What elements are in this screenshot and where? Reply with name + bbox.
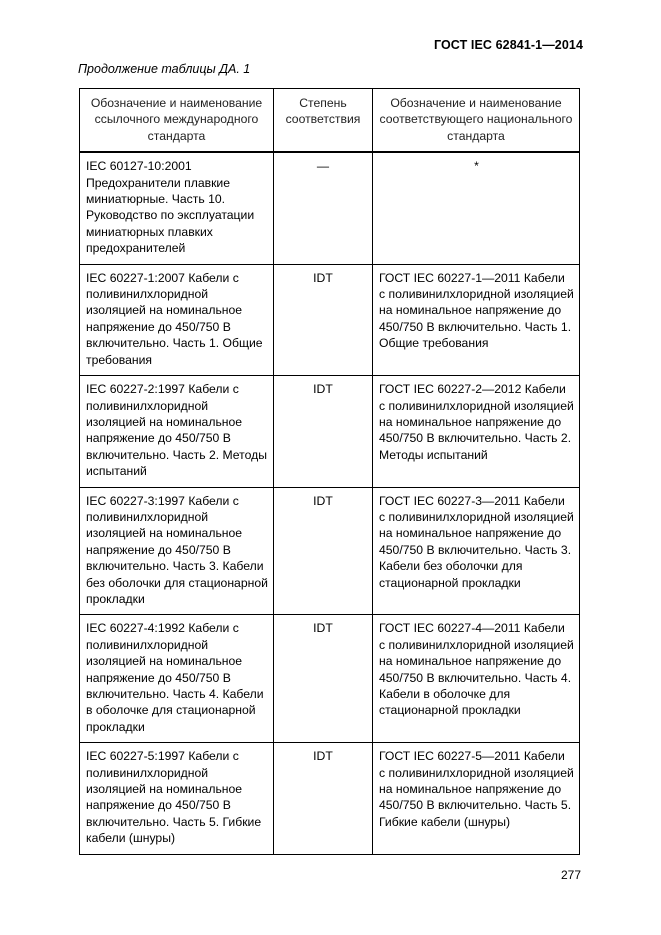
document-code: ГОСТ IEC 62841-1—2014: [433, 38, 583, 52]
degree-cell: —: [274, 152, 373, 264]
national-standard-cell: *: [373, 152, 580, 264]
degree-cell: IDT: [274, 615, 373, 743]
column-header-degree: Степень соответствия: [274, 89, 373, 153]
table-caption: Продолжение таблицы ДА. 1: [78, 62, 251, 76]
table-row: [80, 615, 580, 743]
page-number: 277: [560, 868, 581, 882]
reference-standard-cell: IEC 60227-5:1997 Кабели с поливинилхлоридной изоляцией на номинальное напряжение до 450/750 В включительно. Часть 5. Гибкие кабели (шнуры): [80, 743, 274, 854]
table-row: [80, 264, 580, 375]
national-standard-cell: ГОСТ IEC 60227-2—2012 Кабели с поливинилхлоридной изоляцией на номинальное напряжение до 450/750 В включительно. Часть 2. Методы испытаний: [373, 376, 580, 487]
national-standard-cell: ГОСТ IEC 60227-1—2011 Кабели с поливинилхлоридной изоляцией на номинальное напряжение до 450/750 В включительно. Часть 1. Общие требования: [373, 264, 580, 375]
national-standard-cell: ГОСТ IEC 60227-4—2011 Кабели с поливинилхлоридной изоляцией на номинальное напряжение до 450/750 В включительно. Часть 4. Кабели в оболочке для стационарной прокладки: [373, 615, 580, 743]
table-header-row: [80, 89, 580, 153]
table-row: [80, 487, 580, 615]
degree-cell: IDT: [274, 743, 373, 854]
degree-cell: IDT: [274, 487, 373, 615]
table-row: [80, 743, 580, 854]
degree-cell: IDT: [274, 264, 373, 375]
reference-standard-cell: IEC 60227-1:2007 Кабели с поливинилхлоридной изоляцией на номинальное напряжение до 450/750 В включительно. Часть 1. Общие требования: [80, 264, 274, 375]
reference-standard-cell: IEC 60227-4:1992 Кабели с поливинилхлоридной изоляцией на номинальное напряжение до 450/750 В включительно. Часть 4. Кабели в оболочке для стационарной прокладки: [80, 615, 274, 743]
table-row: [80, 376, 580, 487]
reference-standard-cell: IEC 60227-2:1997 Кабели с поливинилхлоридной изоляцией на номинальное напряжение до 450/750 В включительно. Часть 2. Методы испытаний: [80, 376, 274, 487]
degree-cell: IDT: [274, 376, 373, 487]
column-header-national: Обозначение и наименование соответствующего национального стандарта: [373, 89, 580, 153]
national-standard-cell: ГОСТ IEC 60227-5—2011 Кабели с поливинилхлоридной изоляцией на номинальное напряжение до 450/750 В включительно. Часть 5. Гибкие кабели (шнуры): [373, 743, 580, 854]
reference-standard-cell: IEC 60127-10:2001 Предохранители плавкие миниатюрные. Часть 10. Руководство по эксплуатации миниатюрных плавких предохранителей: [80, 152, 274, 264]
national-standard-cell: ГОСТ IEC 60227-3—2011 Кабели с поливинилхлоридной изоляцией на номинальное напряжение до 450/750 В включительно. Часть 3. Кабели без оболочки для стационарной прокладки: [373, 487, 580, 615]
reference-standard-cell: IEC 60227-3:1997 Кабели с поливинилхлоридной изоляцией на номинальное напряжение до 450/750 В включительно. Часть 3. Кабели без оболочки для стационарной прокладки: [80, 487, 274, 615]
column-header-reference: Обозначение и наименование ссылочного международного стандарта: [80, 89, 274, 153]
table-row: [80, 152, 580, 264]
standards-table: [79, 88, 580, 855]
